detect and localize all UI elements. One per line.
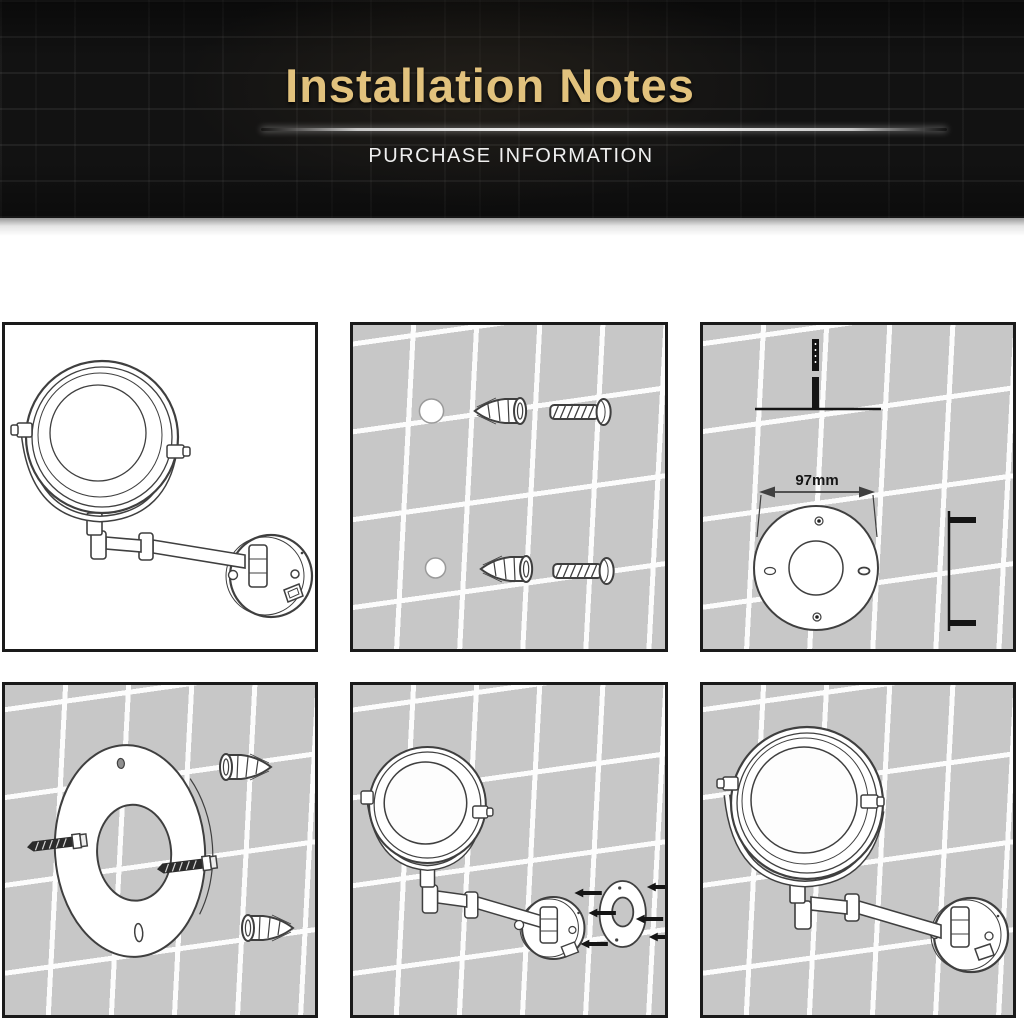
- wall-anchor-top: [475, 398, 526, 424]
- mirror-with-arm-drawing: [11, 361, 312, 617]
- mirror-with-arm-drawing: [717, 727, 1008, 972]
- header-drop-shadow: [0, 218, 1024, 236]
- step-3-panel: [700, 322, 1016, 652]
- step-2-panel: [350, 322, 668, 652]
- step-5-illustration-attach-mirror: [353, 685, 665, 1015]
- mirror-with-arm-drawing: [361, 747, 584, 959]
- page-title: Installation Notes: [285, 59, 695, 112]
- dimension-label: 97mm: [795, 472, 839, 489]
- alignment-cross-mark: [755, 339, 881, 409]
- divider-line: [261, 128, 947, 131]
- step-4-illustration-plate-screwed: [5, 685, 315, 1015]
- level-bracket-mark: [949, 511, 976, 631]
- step-6-illustration-installed: [703, 685, 1013, 1015]
- header-banner: [0, 0, 1024, 218]
- back-plate-drawing: [48, 739, 220, 961]
- step-6-panel: [700, 682, 1016, 1018]
- step-5-panel: [350, 682, 668, 1018]
- wall-anchor-bottom-right: [242, 915, 293, 941]
- page-subtitle: PURCHASE INFORMATION: [368, 145, 654, 167]
- drill-hole-bottom: [425, 558, 445, 578]
- step-1-panel: [2, 322, 318, 652]
- wall-anchor-bottom: [481, 556, 532, 582]
- screw-top: [550, 399, 610, 425]
- step-3-illustration-template: [703, 325, 1013, 649]
- step-4-panel: [2, 682, 318, 1018]
- step-2-illustration-anchors-screws: [353, 325, 665, 649]
- mounting-plate-drawing: [754, 506, 878, 630]
- drill-hole-top: [419, 399, 443, 423]
- installation-steps-grid: [0, 322, 1024, 1024]
- wall-anchor-top-right: [220, 754, 271, 780]
- screw-bottom: [553, 558, 613, 584]
- step-1-illustration-mirror-product: [5, 325, 315, 649]
